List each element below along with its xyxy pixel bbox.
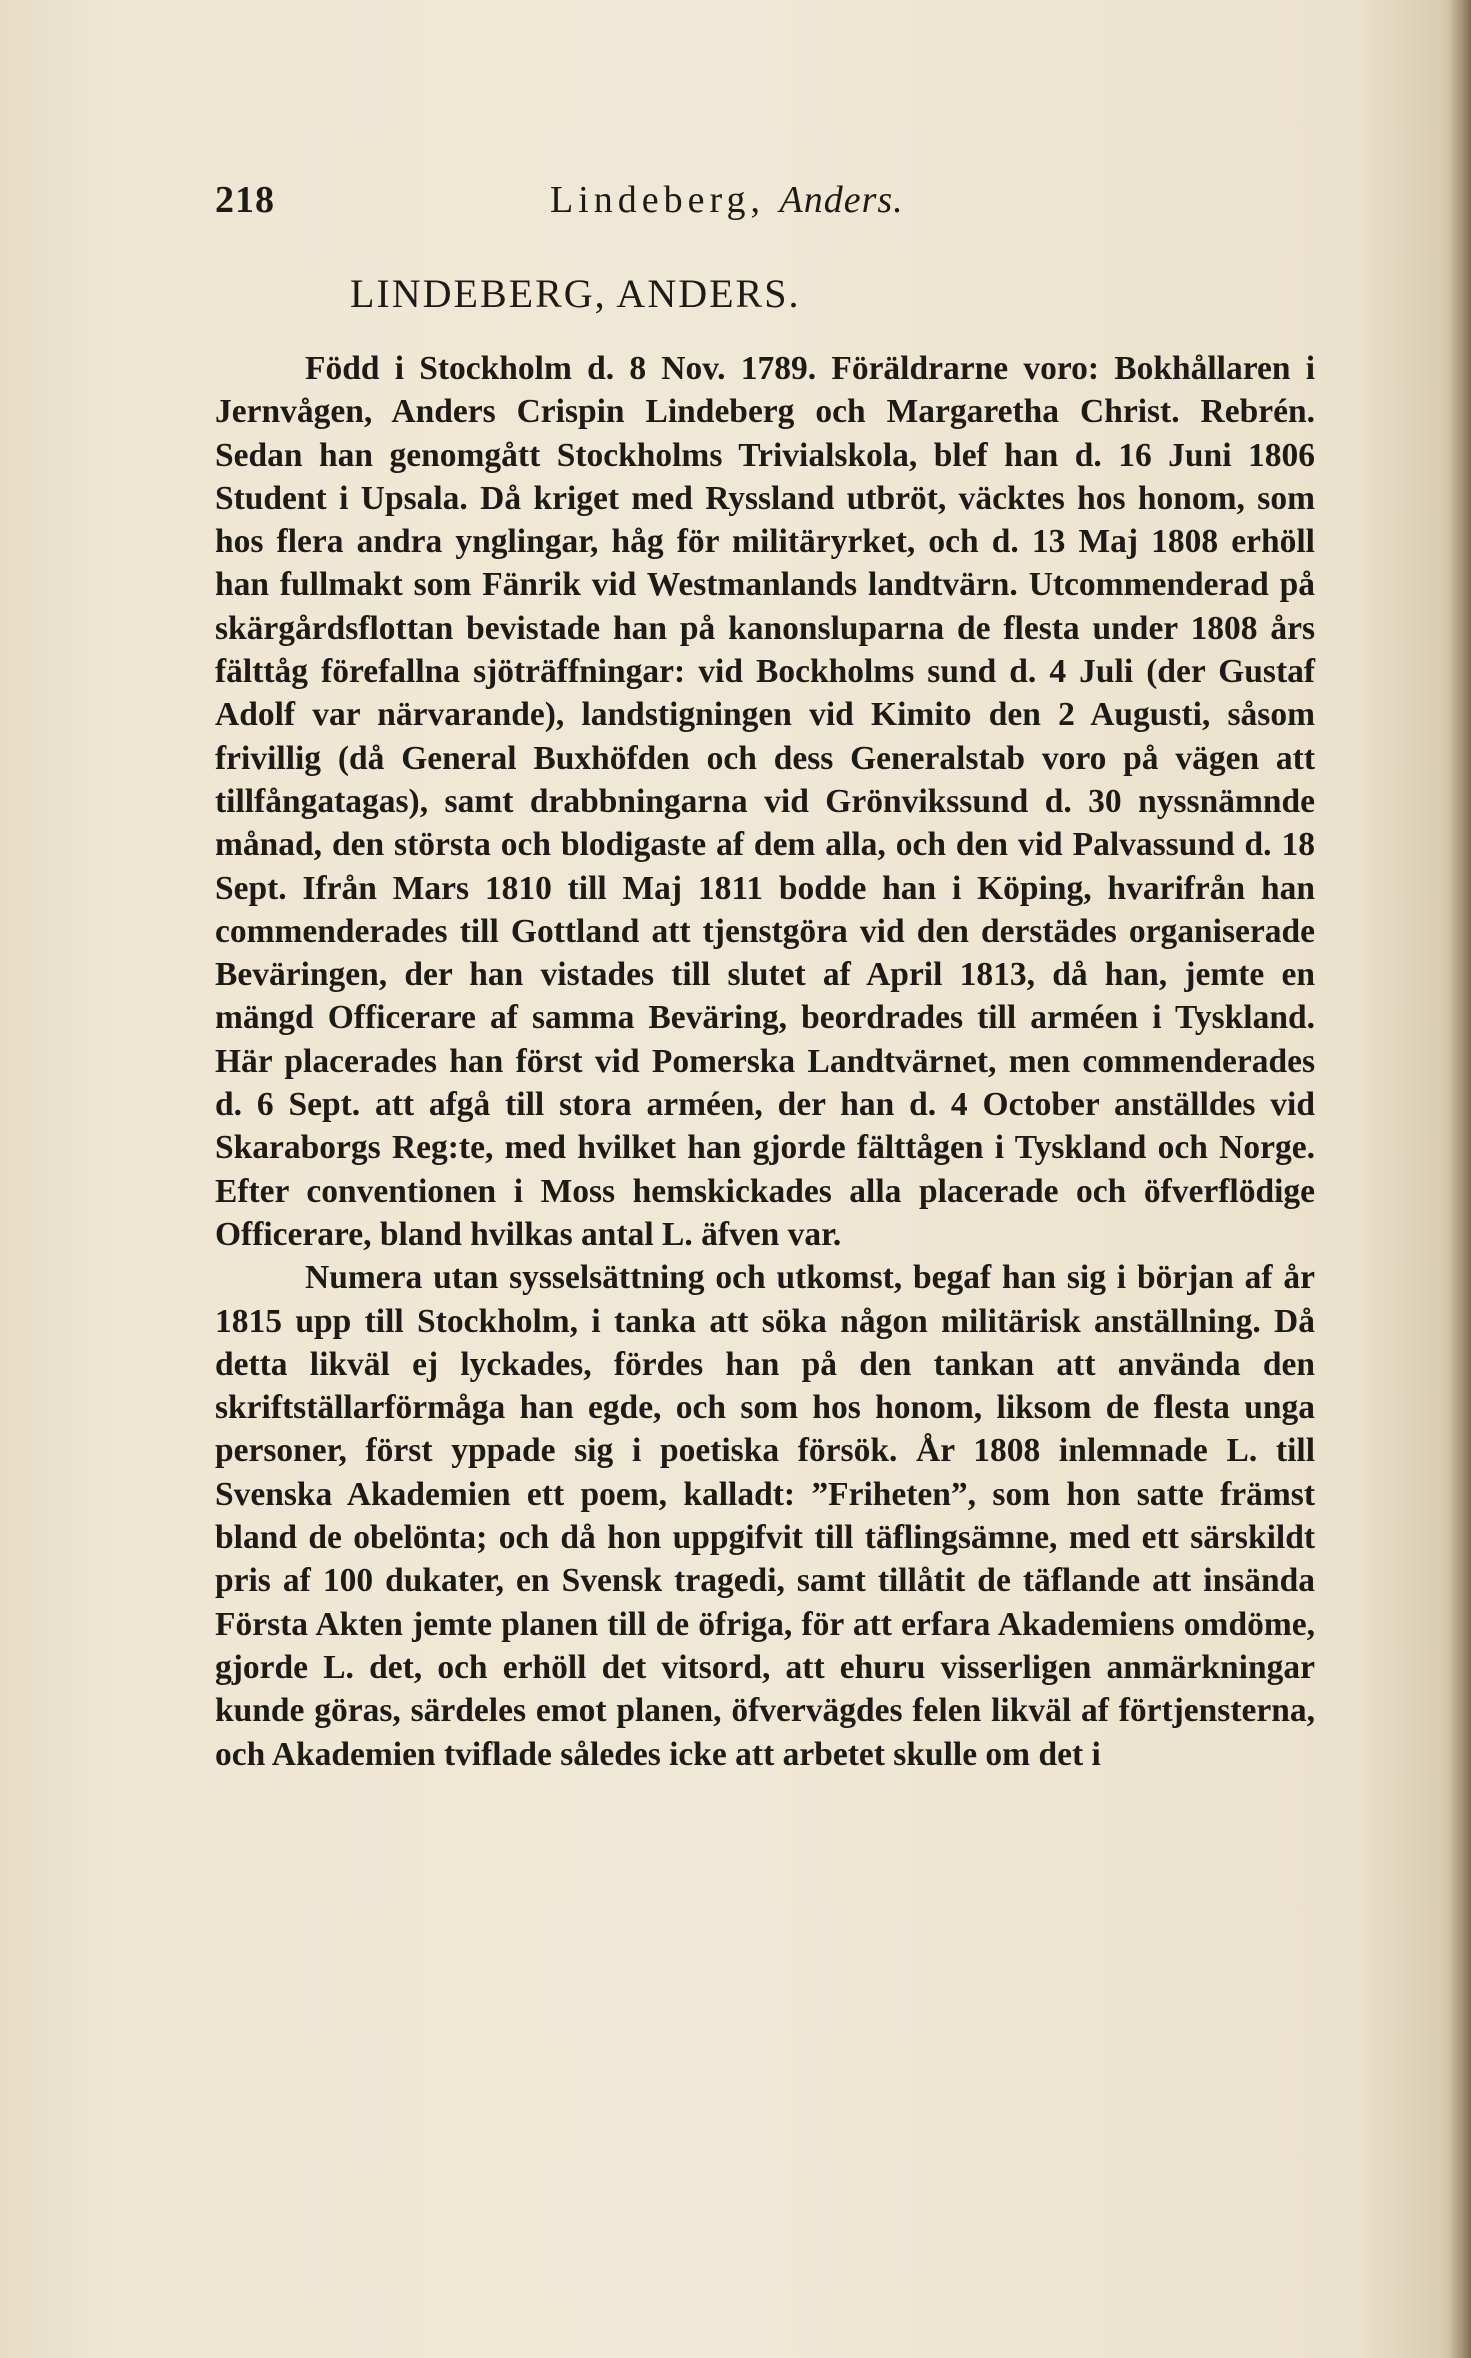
paragraph-2: Numera utan sysselsättning och utkomst, begaf han sig i början af år 1815 upp till Stockholm, i tanka att söka någon militärisk anställning. Då detta likväl ej lyckades, fördes han på den tankan att använda den skriftställarförmåga han egde, och som hos honom, liksom de flesta unga personer, först yppade sig i poetiska försök. År 1808 inlemnade L. till Svenska Akademien ett poem, kalladt: ”Friheten”, som hon satte främst bland de obelönta; och då hon uppgifvit till täflingsämne, med ett särskildt pris af 100 dukater, en Svensk tragedi, samt tillåtit de täflande att insända Första Akten jemte planen till de öfriga, för att erfara Akademiens omdöme, gjorde L. det, och erhöll det vitsord, att ehuru visserligen anmärkningar kunde göras, särdeles emot planen, öfvervägdes felen likväl af förtjensterna, och Akademien tviflade således icke att arbetet skulle om det i bbox=[215, 1259, 1315, 1773]
page-edge-shadow bbox=[1449, 0, 1471, 2358]
entry-title: LINDEBERG, ANDERS. bbox=[350, 271, 801, 316]
running-head-given: Anders. bbox=[779, 179, 904, 221]
running-head-surname: Lindeberg, bbox=[550, 179, 765, 221]
running-head bbox=[550, 178, 904, 222]
page-number: 218 bbox=[215, 179, 275, 221]
page-header bbox=[215, 178, 1315, 238]
paragraph-1: Född i Stockholm d. 8 Nov. 1789. Föräldrarne voro: Bokhållaren i Jernvågen, Anders Crispin Lindeberg och Margaretha Christ. Rebrén. Sedan han genomgått Stockholms Trivialskola, blef han d. 16 Juni 1806 Student i Upsala. Då kriget med Ryssland utbröt, väcktes hos honom, som hos flera andra ynglingar, håg för militäryrket, och d. 13 Maj 1808 erhöll han fullmakt som Fänrik vid Westmanlands landtvärn. Utcommenderad på skärgårdsflottan bevistade han på kanonsluparna de flesta under 1808 års fälttåg förefallna sjöträffningar: vid Bockholms sund d. 4 Juli (der Gustaf Adolf var närvarande), landstigningen vid Kimito den 2 Augusti, såsom frivillig (då General Buxhöfden och dess Generalstab voro på vägen att tillfångatagas), samt drabbningarna vid Grönvikssund d. 30 nyssnämnde månad, den största och blodigaste af dem alla, och den vid Palvassund d. 18 Sept. Ifrån Mars 1810 till Maj 1811 bodde han i Köping, hvarifrån han commenderades till Gottland att tjenstgöra vid den derstädes organiserade Beväringen, der han vistades till slutet af April 1813, då han, jemte en mängd Officerare af samma Beväring, beordrades till arméen i Tyskland. Här placerades han först vid Pomerska Landtvärnet, men commenderades d. 6 Sept. att afgå till stora arméen, der han d. 4 October anställdes vid Skaraborgs Reg:te, med hvilket han gjorde fälttågen i Tyskland och Norge. Efter conventionen i Moss hemskickades alla placerade och öfverflödige Officerare, bland hvilkas antal L. äfven var. bbox=[215, 350, 1315, 1253]
entry-body bbox=[215, 347, 1315, 1776]
